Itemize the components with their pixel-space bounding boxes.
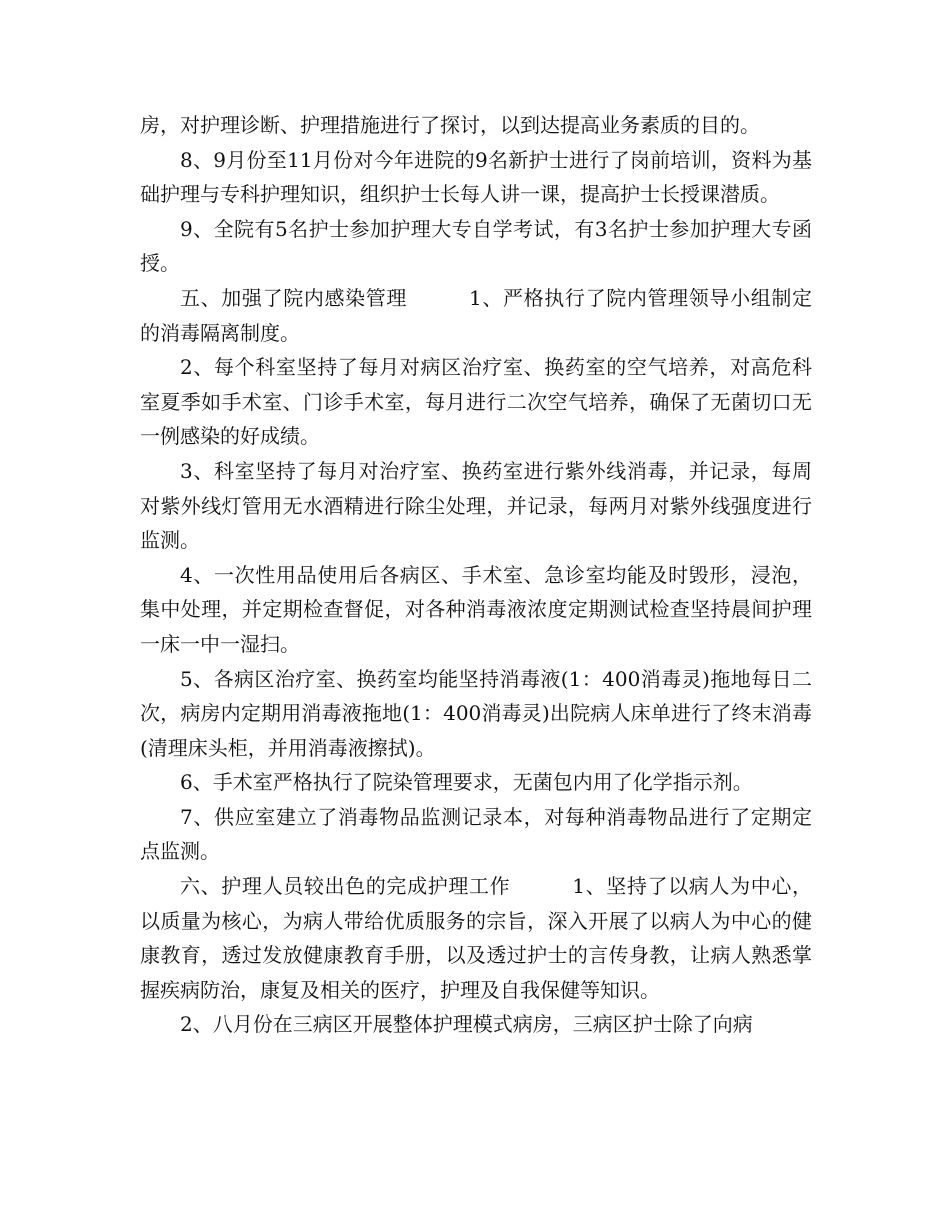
paragraph-section5-item-7: 7、供应室建立了消毒物品监测记录本，对每种消毒物品进行了定期定点监测。 [140,804,812,864]
paragraph-item-9: 9、全院有5名护士参加护理大专自学考试，有3名护士参加护理大专函授。 [140,216,812,276]
paragraph-continuation: 房，对护理诊断、护理措施进行了探讨，以到达提高业务素质的目的。 [140,113,760,137]
paragraph-item-8: 8、9月份至11月份对今年进院的9名新护士进行了岗前培训，资料为基础护理与专科护理知识，组织护士长每人讲一课，提高护士长授课潜质。 [140,147,812,207]
paragraph-section5-item-5: 5、各病区治疗室、换药室均能坚持消毒液(1：400消毒灵)拖地每日二次，病房内定期用消毒液拖地(1：400消毒灵)出院病人床单进行了终末消毒(清理床头柜，并用消毒液擦拭)。 [140,666,812,760]
section-5-heading-item-1: 五、加强了院内感染管理 1、严格执行了院内管理领导小组制定的消毒隔离制度。 [140,285,812,345]
paragraph-section5-item-2: 2、每个科室坚持了每月对病区治疗室、换药室的空气培养，对高危科室夏季如手术室、门诊手术室，每月进行二次空气培养，确保了无菌切口无一例感染的好成绩。 [140,355,812,449]
paragraph-section5-item-4: 4、一次性用品使用后各病区、手术室、急诊室均能及时毁形，浸泡，集中处理，并定期检查督促，对各种消毒液浓度定期测试检查坚持晨间护理一床一中一湿扫。 [140,562,812,656]
paragraph-section5-item-3: 3、科室坚持了每月对治疗室、换药室进行紫外线消毒，并记录，每周对紫外线灯管用无水酒精进行除尘处理，并记录，每两月对紫外线强度进行监测。 [140,458,812,553]
paragraph-section5-item-6: 6、手术室严格执行了院染管理要求，无菌包内用了化学指示剂。 [180,770,753,795]
section-6-heading-item-1: 六、护理人员较出色的完成护理工作 1、坚持了以病人为中心，以质量为核心，为病人带给优质服务的宗旨，深入开展了以病人为中心的健康教育，透过发放健康教育手册，以及透过护士的言传身教，让病人熟悉掌握疾病防治，康复及相关的医疗，护理及自我保健等知识。 [140,874,812,1002]
document-body [140,108,812,1042]
paragraph-section6-item-2: 2、八月份在三病区开展整体护理模式病房，三病区护士除了向病 [180,1012,753,1037]
